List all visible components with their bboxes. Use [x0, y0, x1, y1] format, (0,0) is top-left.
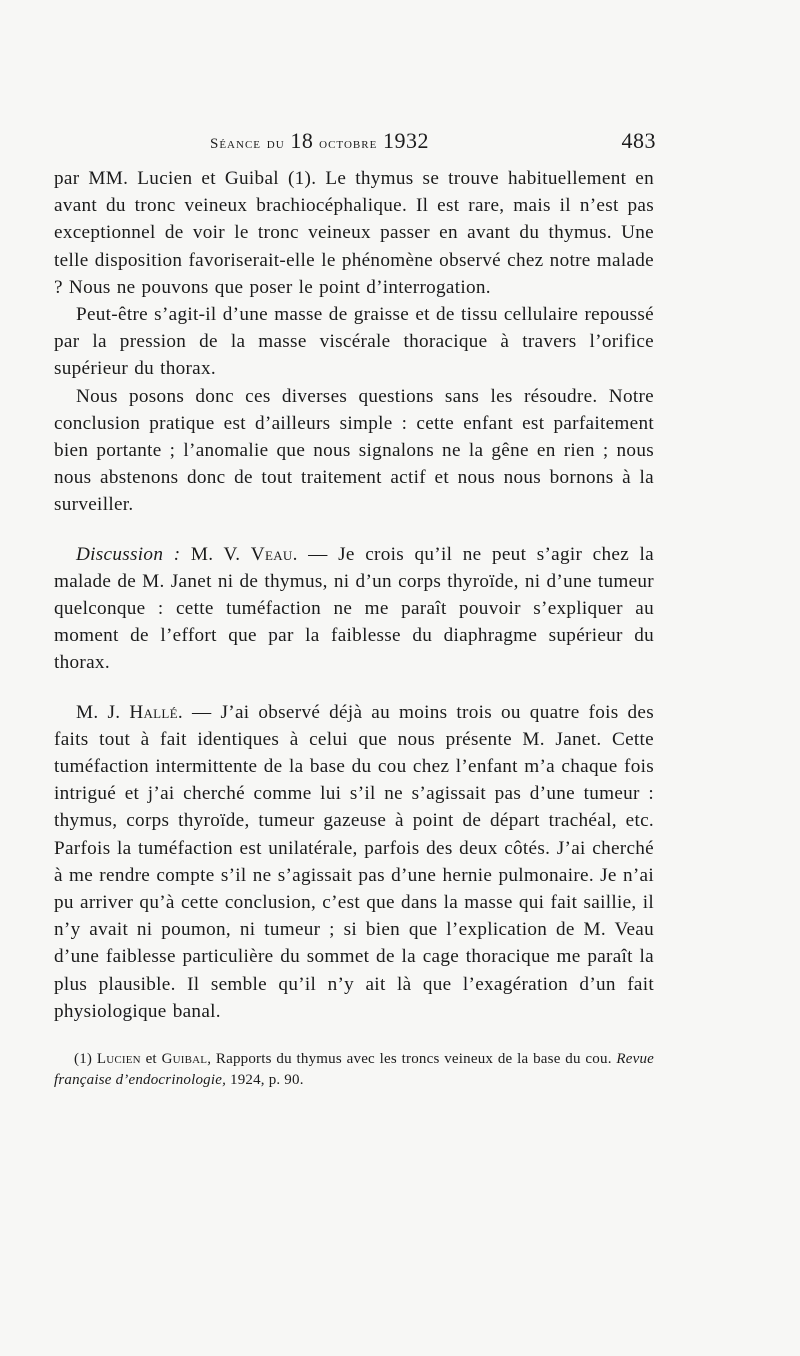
halle-text: — J’ai observé déjà au moins trois ou quatre fois des faits tout à fait identiques à celui que nous présente M. Janet. Cette tuméfaction intermittente de la base du cou chez l’enfant m’a chaque fois intrigué et j’ai cherché comme lui s’il ne s’agissait pas d’une tumeur : thymus, corps thyroïde, tumeur gazeuse à point de départ trachéal, etc. Parfois la tuméfaction est unilatérale, parfois des deux côtés. J’ai cherché à me rendre compte s’il ne s’agissait pas d’une hernie pulmonaire. Je n’ai pu arriver qu’à cette conclusion, c’est que dans la masse qui fait saillie, il n’y avait ni poumon, ni tumeur ; si bien que l’explication de M. Veau d’une faiblesse particulière du sommet de la cage thoracique me paraît la plus plausible. Il semble qu’il n’y ait là que l’exagération d’un fait physiologique banal.: [54, 701, 654, 1022]
footnote-conj: et: [145, 1051, 157, 1068]
header-year: 1932: [383, 128, 430, 153]
header-title: [210, 128, 429, 154]
discussion-text: — Je crois qu’il ne peut s’agir chez la malade de M. Janet ni de thymus, ni d’un corps thyroïde, ni d’une tumeur quelconque : cette tuméfaction ne me paraît pouvoir s’expliquer au moment de l’effort que par la faiblesse du diaphragme supérieur du thorax.: [54, 543, 654, 674]
footnote-text-1: , Rapports du thymus avec les troncs veineux de la base du cou.: [207, 1051, 612, 1068]
paragraph-discussion: Discussion : M. V. Veau. — Je crois qu’il ne peut s’agir chez la malade de M. Janet ni de thymus, ni d’un corps thyroïde, ni d’une tumeur quelconque : cette tuméfaction ne me paraît pouvoir s’expliquer au moment de l’effort que par la faiblesse du diaphragme supérieur du thorax.: [54, 543, 654, 674]
speaker-name-veau: Veau: [250, 543, 293, 565]
discussion-label: Discussion :: [76, 543, 181, 565]
header-month: octobre: [319, 136, 378, 152]
header-du: du: [266, 136, 285, 152]
footnote-marker: (1): [74, 1051, 93, 1068]
speaker-prefix-veau: M. V.: [190, 543, 241, 565]
speaker-prefix-halle: M. J.: [76, 701, 121, 723]
header-day: 18: [290, 128, 314, 153]
paragraph-1: par MM. Lucien et Guibal (1). Le thymus se trouve habituellement en avant du tronc veineux brachiocéphalique. Il est rare, mais il n’est pas exceptionnel de voir le tronc veineux passer en avant du thymus. Une telle disposition favoriserait-elle le phénomène observé chez notre malade ? Nous ne pouvons que poser le point d’interrogation.: [54, 168, 654, 298]
paragraph-halle: M. J. Hallé. — J’ai observé déjà au moins trois ou quatre fois des faits tout à fait identiques à celui que nous présente M. Janet. Cette tuméfaction intermittente de la base du cou chez l’enfant m’a chaque fois intrigué et j’ai cherché comme lui s’il ne s’agissait pas d’une tumeur : thymus, corps thyroïde, tumeur gazeuse à point de départ trachéal, etc. Parfois la tuméfaction est unilatérale, parfois des deux côtés. J’ai cherché à me rendre compte s’il ne s’agissait pas d’une hernie pulmonaire. Je n’ai pu arriver qu’à cette conclusion, c’est que dans la masse qui fait saillie, il n’y avait ni poumon, ni tumeur ; si bien que l’explication de M. Veau d’une faiblesse particulière du sommet de la cage thoracique me paraît la plus plausible. Il semble qu’il n’y ait là que l’exagération d’un fait physiologique banal.: [54, 701, 654, 1022]
footnote-author-1: Lucien: [96, 1051, 141, 1068]
text-body: [54, 165, 654, 1091]
speaker-name-halle: Hallé: [129, 701, 178, 723]
paragraph-3: Nous posons donc ces diverses questions sans les résoudre. Notre conclusion pratique est d’ailleurs simple : cette enfant est parfaitement bien portante ; l’anomalie que nous signalons ne la gêne en rien ; nous nous abstenons donc de tout traitement actif et nous nous bornons à la surveiller.: [54, 385, 654, 516]
running-header: [210, 122, 656, 158]
footnote-journal: Revue française d’endocrinologie,: [54, 1051, 655, 1089]
paragraph-2: Peut-être s’agit-il d’une masse de graisse et de tissu cellulaire repoussé par la pression de la masse viscérale thoracique à travers l’orifice supérieur du thorax.: [54, 304, 654, 380]
page-number: 483: [621, 128, 656, 153]
footnote: [54, 1049, 654, 1091]
footnote-text-2: 1924, p. 90.: [230, 1072, 304, 1089]
footnote-author-2: Guibal: [161, 1051, 208, 1068]
header-seance: Séance: [210, 136, 262, 152]
